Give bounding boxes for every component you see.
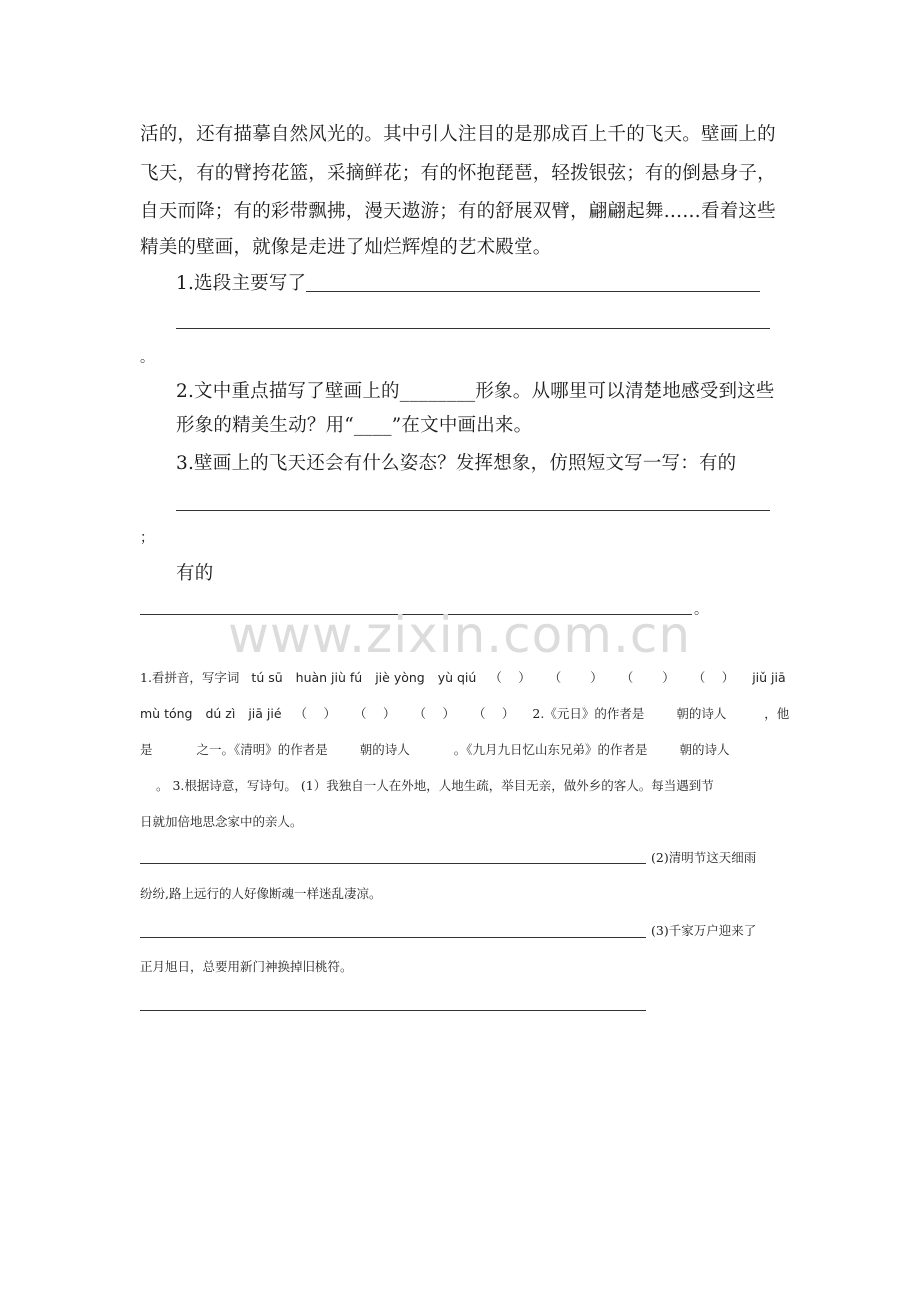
poem-1-answer-line[interactable] [140,863,646,864]
pinyin-3: jiè yòng [375,670,425,685]
poem-2-label: (2)清明节这天细雨 [651,850,757,865]
question-2-line-1: 2.文中重点描写了壁画上的________形象。从哪里可以清楚地感受到这些 [176,381,775,402]
part2-line-9: 正月旭日，总要用新门神换掉旧桃符。 [140,959,353,974]
answer-slot[interactable]: （ ） [548,670,603,685]
part2-line-1 [140,669,786,687]
answer-slot[interactable]: （ ） [489,670,531,685]
text: 是 [140,742,153,757]
pinyin-2: huàn jiù fú [295,670,363,685]
q2-he-text: ，他 [764,706,790,721]
q3-semicolon: ； [140,530,155,546]
passage-line-2: 飞天，有的臂挎花篮，采摘鲜花；有的怀抱琵琶，轻拨银弦；有的倒悬身子， [140,163,776,184]
part2-line-3 [140,741,729,759]
pinyin-7: dú zì [205,706,236,721]
answer-slot[interactable]: （ ） [294,706,337,721]
q2-author-text: 2.《元日》的作者是 [532,706,645,721]
pinyin-label: 1.看拼音，写字词 [140,670,240,685]
poem-3-answer-line[interactable] [140,1010,646,1011]
part2-line-4 [140,777,714,795]
passage-line-4: 精美的壁画，就像是走进了灿烂辉煌的艺术殿堂。 [140,237,552,258]
q3-period: 。 [694,602,709,618]
part2-line-7: 纷纷,路上远行的人好像断魂一样迷乱凄凉。 [140,886,382,901]
answer-slot[interactable]: （ ） [692,670,735,685]
answer-slot[interactable]: （ ） [354,706,396,721]
question-3: 3.壁画上的飞天还会有什么姿态？发挥想象，仿照短文写一写：有的 [176,453,737,474]
question-2-line-2: 形象的精美生动？用“____”在文中画出来。 [176,415,533,436]
answer-slot[interactable]: （ ） [472,706,515,721]
text: 之一。《清明》的作者是 [196,742,328,757]
part2-line-2 [140,705,789,723]
passage-line-1: 活的，还有描摹自然风光的。其中引人注目的是那成百上千的飞天。壁画上的 [140,124,776,145]
q3-answer-line-1[interactable] [176,510,770,511]
question-3-label: 3.根据诗意，写诗句。 [172,778,297,793]
text: 朝的诗人 [359,742,410,757]
pinyin-5: jiǔ jiā [752,670,786,685]
watermark: www.zixin.com.cn [228,606,692,664]
q1-period: 。 [140,350,155,366]
question-1: 1.选段主要写了 [176,273,307,294]
text: 。《九月九日忆山东兄弟》的作者是 [453,742,648,757]
q3-youde: 有的 [176,563,214,584]
answer-slot[interactable]: （ ） [413,706,455,721]
q2-dynasty-text: 朝的诗人 [676,706,727,721]
pinyin-4: yù qiú [437,670,477,685]
pinyin-1: tú sū [251,670,283,685]
poem-2-answer-line[interactable] [140,937,646,938]
pinyin-6: mù tóng [140,706,193,721]
part2-line-5: 日就加倍地思念家中的亲人。 [140,814,303,829]
text: 。 [155,778,169,793]
poem-3-label: (3)千家万户迎来了 [651,923,757,938]
answer-slot[interactable]: （ ） [620,670,675,685]
pinyin-8: jiā jié [248,706,282,721]
q1-answer-line-1[interactable] [306,291,760,292]
q1-answer-line-2[interactable] [176,328,770,329]
text: 朝的诗人 [679,742,730,757]
poem-1-meaning: (1）我独自一人在外地，人地生疏，举目无亲，做外乡的客人。每当遇到节 [300,778,714,793]
passage-line-3: 自天而降；有的彩带飘拂，漫天遨游；有的舒展双臂，翩翩起舞……看着这些 [140,201,776,222]
